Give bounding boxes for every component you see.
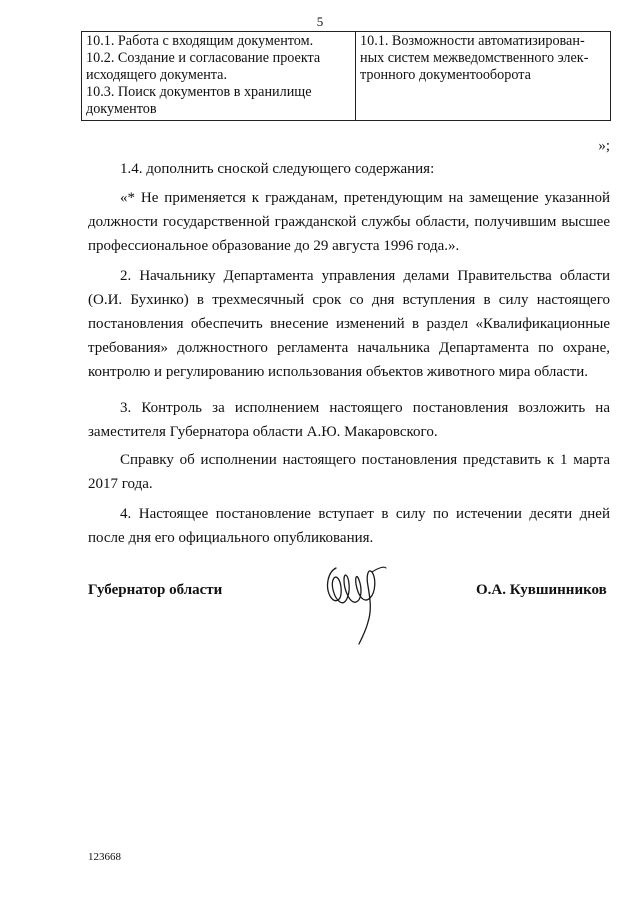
table-cell-line: ных систем межведомственного элек- xyxy=(360,50,589,66)
paragraph-4: 4. Настоящее постановление вступает в силу по истечении десяти дней после дня его официального опубликования. xyxy=(88,506,610,546)
document-code: 123668 xyxy=(88,851,121,863)
signature-name: О.А. Кувшинников xyxy=(476,582,607,598)
table-cell-line: документов xyxy=(86,101,157,117)
table-closing-quote: »; xyxy=(598,138,610,154)
continuation-table xyxy=(81,31,611,121)
table-row xyxy=(82,32,611,121)
table-cell-line: 10.1. Возможности автоматизирован- xyxy=(360,33,585,49)
table-cell-right xyxy=(356,32,611,121)
paragraph-3: 3. Контроль за исполнением настоящего постановления возложить на заместителя Губернатора области А.Ю. Макаровского. xyxy=(88,400,610,440)
table-cell-left xyxy=(82,32,356,121)
signature-position: Губернатор области xyxy=(88,582,223,598)
table-cell-line: 10.2. Создание и согласование проекта xyxy=(86,50,321,66)
paragraph-footnote: «* Не применяется к гражданам, претендующим на замещение указанной должности государственной гражданской службы области, получившим высшее профессиональное образование до 29 августа 1996 года.». xyxy=(88,190,610,254)
paragraph-1-4: 1.4. дополнить сноской следующего содержания: xyxy=(120,161,435,177)
table-cell-line: тронного документооборота xyxy=(360,67,531,83)
table-cell-line: исходящего документа. xyxy=(86,67,228,83)
handwritten-signature xyxy=(322,558,388,650)
paragraph-report: Справку об исполнении настоящего постановления представить к 1 марта 2017 года. xyxy=(88,452,610,492)
paragraph-2: 2. Начальнику Департамента управления делами Правительства области (О.И. Бухинко) в трехмесячный срок со дня вступления в силу настоящего постановления обеспечить внесение изменений в раздел «Квалификационные требования» должностного регламента начальника Департамента по охране, контролю и регулированию использования объектов животного мира области. xyxy=(88,268,610,380)
table-cell-line: 10.3. Поиск документов в хранилище xyxy=(86,84,312,100)
page-number: 5 xyxy=(316,14,324,29)
table-cell-line: 10.1. Работа с входящим документом. xyxy=(86,33,314,49)
